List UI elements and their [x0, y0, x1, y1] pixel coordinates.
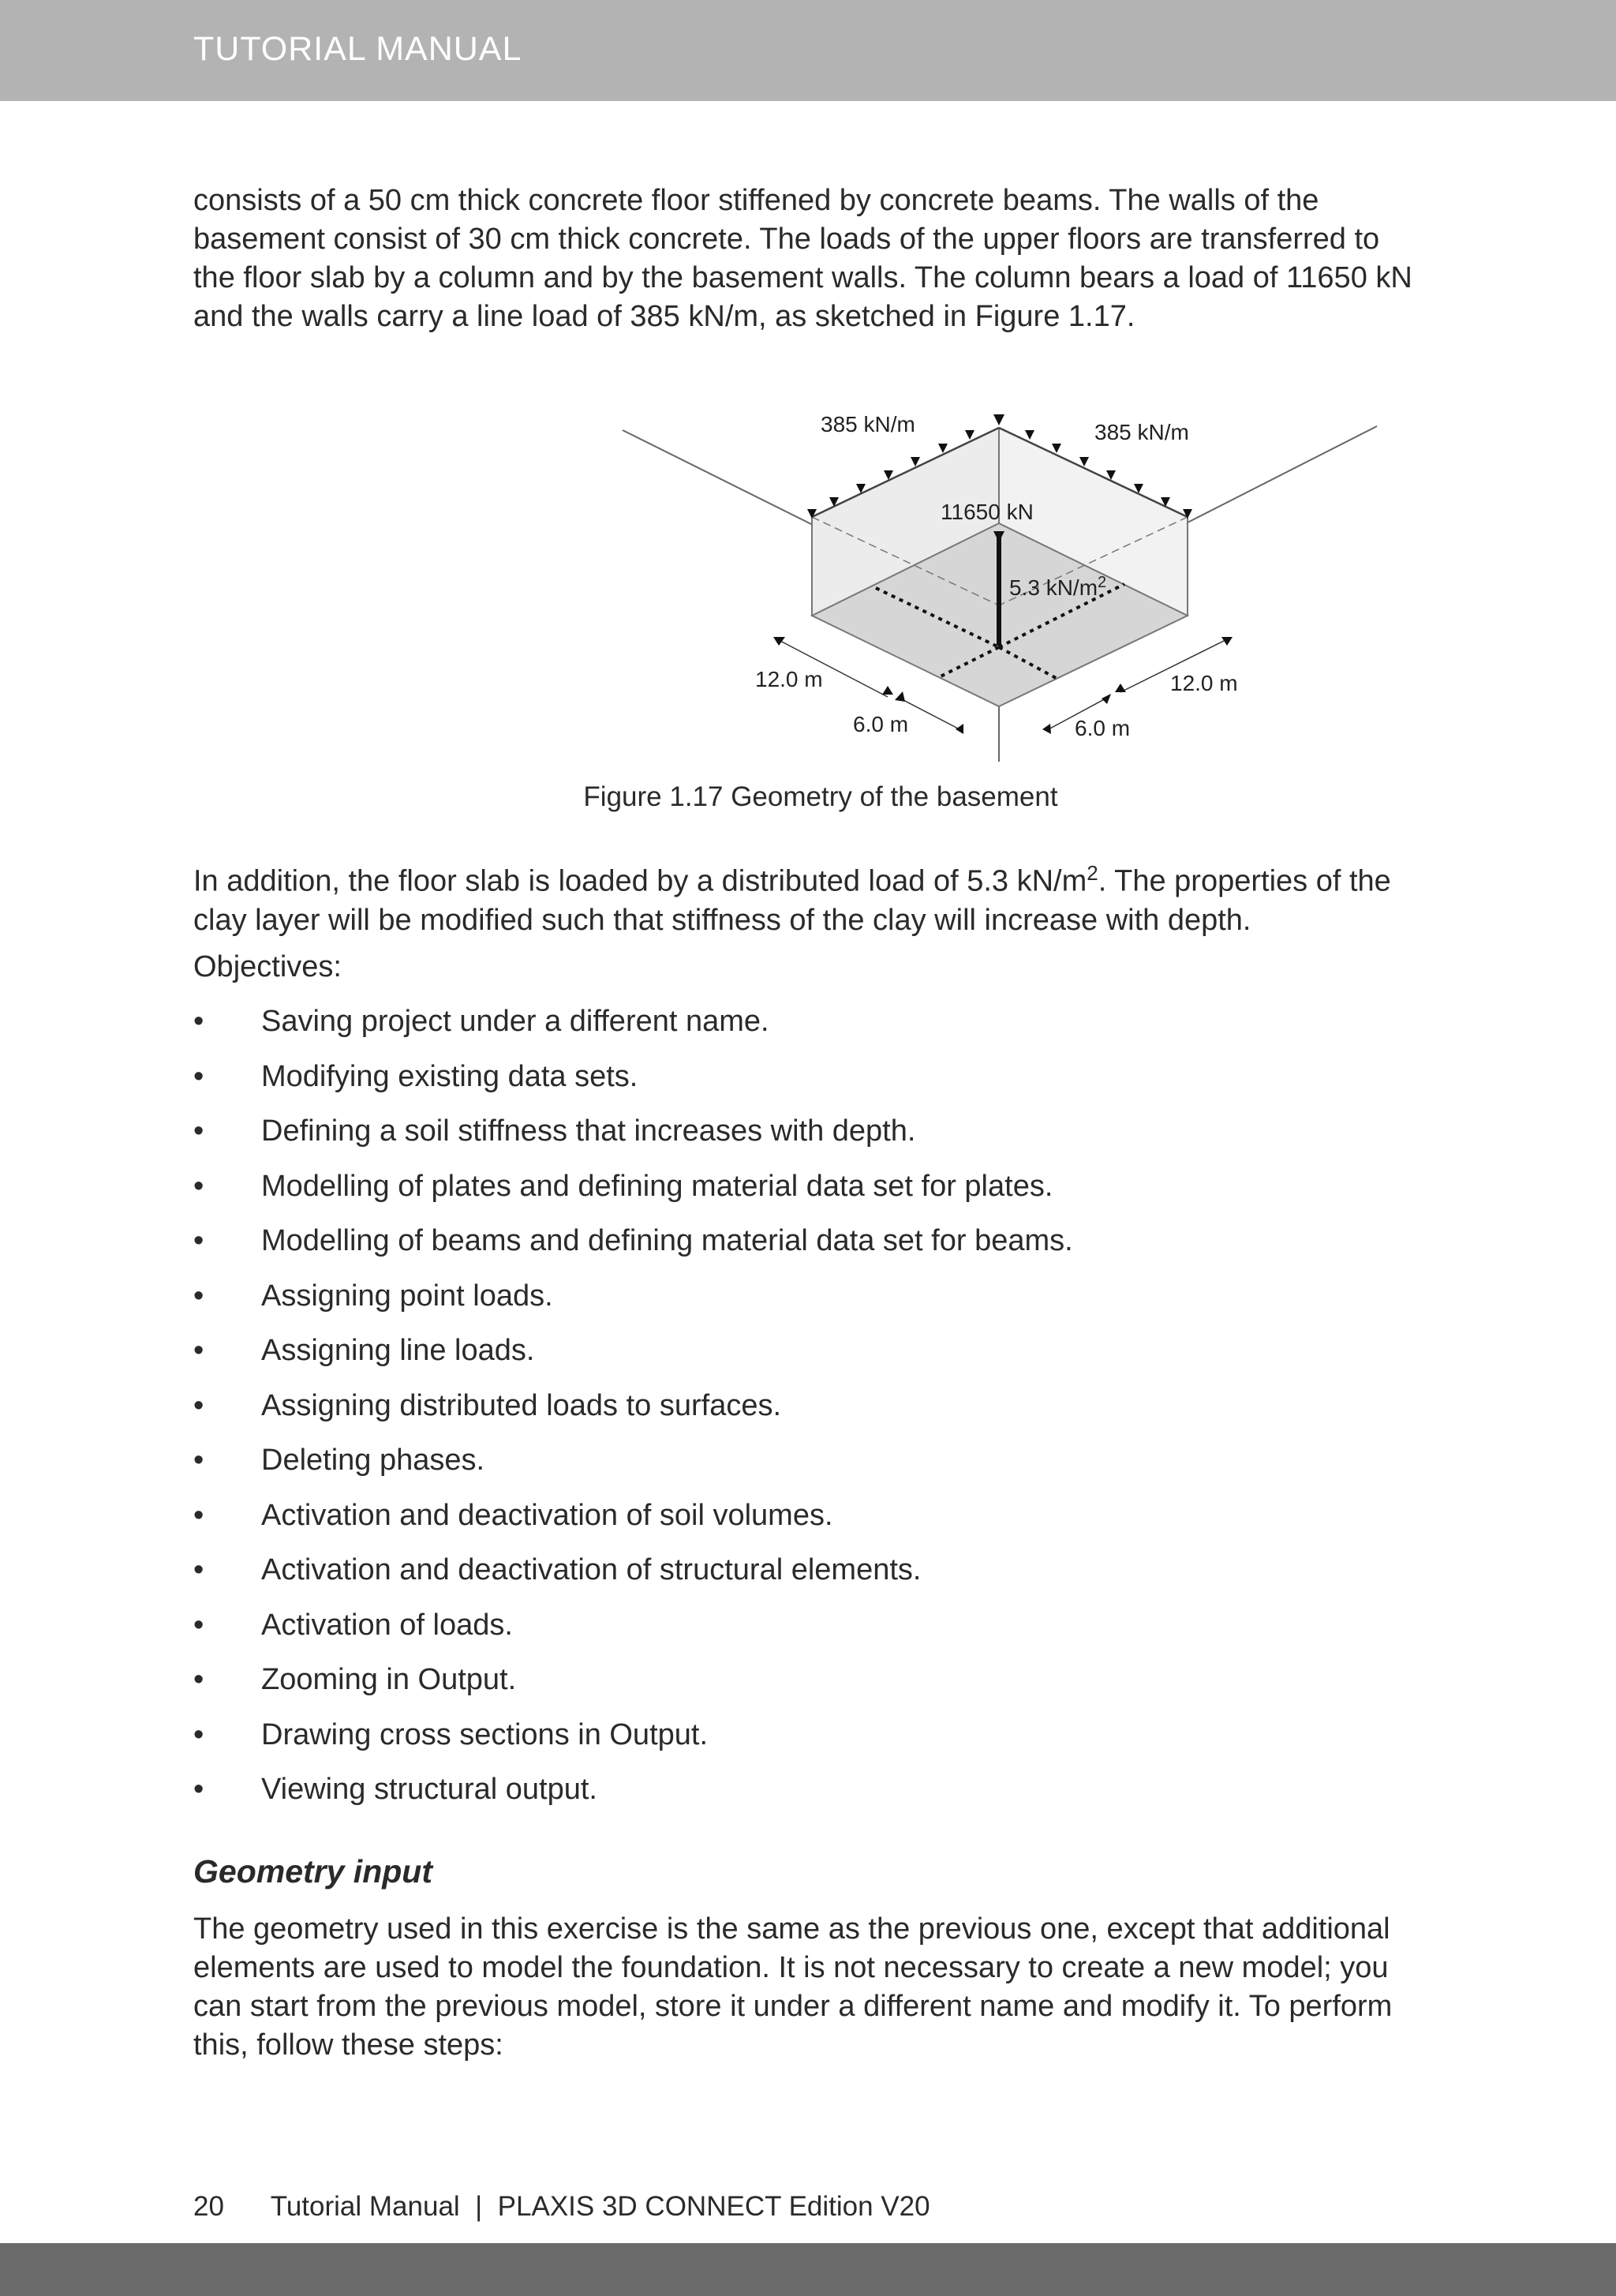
page-footer: [193, 2191, 930, 2223]
list-item: • Assigning distributed loads to surfaces.: [193, 1388, 782, 1422]
label-dim-right-inner: 6.0 m: [1075, 716, 1131, 740]
list-item: • Modelling of beams and defining material data set for beams.: [193, 1224, 1073, 1257]
section-heading: Geometry input: [193, 1853, 432, 1890]
list-item: • Viewing structural output.: [193, 1773, 597, 1806]
figure-caption: Figure 1.17 Geometry of the basement: [583, 781, 1058, 812]
list-item: • Drawing cross sections in Output.: [193, 1717, 709, 1751]
header-title: TUTORIAL MANUAL: [193, 30, 522, 68]
objectives-list: [193, 1002, 1424, 1826]
page-number: 20: [193, 2191, 224, 2222]
footer-bar: [0, 2243, 1616, 2296]
intro-paragraph: consists of a 50 cm thick concrete floor stiffened by concrete beams. The walls of the basement consist of 30 cm thick concrete. The loads of the upper floors are transferred to the floor slab by a column and by the basement walls. The column bears a load of 11650 kN and the walls carry a line load of 385 kN/m, as sketched in Figure 1.17.: [193, 184, 1412, 333]
footer-text: Tutorial Manual | PLAXIS 3D CONNECT Edition V20: [270, 2191, 930, 2222]
list-item: • Zooming in Output.: [193, 1663, 517, 1696]
list-item: • Modelling of plates and defining material data set for plates.: [193, 1169, 1053, 1203]
label-dim-left-outer: 12.0 m: [755, 667, 823, 691]
construction-line-right: [1188, 426, 1377, 522]
list-item: • Activation and deactivation of soil volumes.: [193, 1498, 833, 1532]
geometry-paragraph: The geometry used in this exercise is the same as the previous one, except that additional elements are used to model the foundation. It is not necessary to create a new model; you can start from the previous model, store it under a different name and modify it. To perform this, follow these steps:: [193, 1912, 1393, 2062]
list-item: • Assigning point loads.: [193, 1279, 553, 1313]
label-line-load-left: 385 kN/m: [821, 412, 915, 436]
list-item: • Assigning line loads.: [193, 1334, 535, 1367]
addition-paragraph: In addition, the floor slab is loaded by a distributed load of 5.3 $kN/m^2$. The properties of the clay layer will be modified such that stiffness of the clay will increase with depth.: [193, 861, 1391, 937]
header-bar: [0, 0, 1616, 101]
label-dim-right-outer: 12.0 m: [1170, 671, 1238, 695]
list-item: • Saving project under a different name.: [193, 1005, 769, 1038]
list-item: • Activation of loads.: [193, 1608, 513, 1642]
list-item: • Defining a soil stiffness that increases with depth.: [193, 1114, 916, 1148]
basement-figure: [619, 406, 1393, 766]
list-item: • Activation and deactivation of structural elements.: [193, 1553, 922, 1586]
label-distributed-load: 5.3 $kN/m^2$: [1009, 574, 1107, 600]
label-dim-left-inner: 6.0 m: [853, 712, 909, 736]
label-point-load: 11650 kN: [941, 500, 1034, 524]
construction-line-left: [623, 430, 813, 525]
objectives-label: Objectives:: [193, 950, 342, 983]
list-item: • Modifying existing data sets.: [193, 1059, 638, 1093]
label-line-load-right: 385 kN/m: [1094, 420, 1189, 444]
list-item: • Deleting phases.: [193, 1444, 485, 1477]
